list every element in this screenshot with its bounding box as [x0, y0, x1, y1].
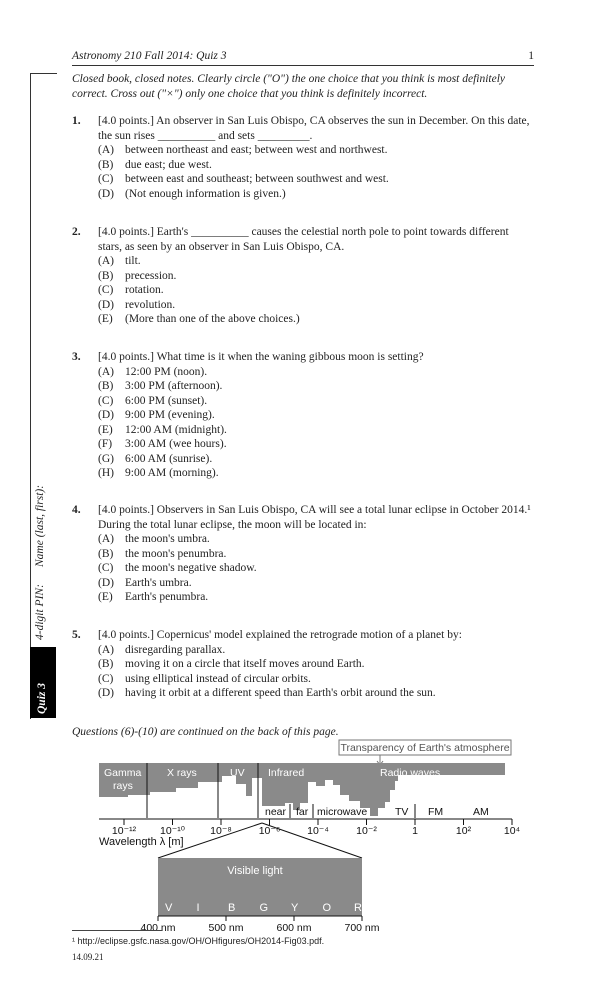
answer-option[interactable] [98, 312, 534, 327]
em-spectrum-figure [0, 738, 607, 933]
answer-option[interactable] [98, 394, 534, 409]
option-list [98, 643, 534, 701]
option-letter[interactable]: (E) [98, 591, 113, 603]
page-header [72, 50, 534, 62]
option-letter[interactable]: (D) [98, 687, 114, 699]
option-text: the moon's penumbra. [125, 547, 227, 560]
question-stem: [4.0 points.] Earth's __________ causes the celestial north pole to point towards different stars, as seen by an observer in San Luis Obispo, CA. [98, 226, 509, 253]
option-text: rotation. [125, 284, 164, 296]
answer-option[interactable] [98, 379, 534, 394]
option-text: disregarding parallax. [125, 643, 226, 656]
option-text: tilt. [125, 255, 141, 267]
color-letter: Y [291, 902, 299, 914]
option-text: 12:00 AM (midnight). [125, 423, 227, 436]
question-5 [72, 628, 534, 701]
option-text: precession. [125, 269, 177, 282]
option-list [98, 532, 534, 605]
option-letter[interactable]: (A) [98, 365, 114, 378]
tv-label: TV [395, 806, 409, 818]
option-letter[interactable]: (C) [98, 394, 114, 407]
tick-label: 10⁻⁴ [307, 825, 329, 837]
option-letter[interactable]: (B) [98, 158, 114, 171]
option-text: (More than one of the above choices.) [125, 313, 300, 325]
axis-label: Wavelength λ [m] [99, 836, 184, 848]
option-text: between northeast and east; between west and northwest. [125, 144, 388, 156]
answer-option[interactable] [98, 532, 534, 547]
quiz-label: Quiz 3 [36, 683, 48, 714]
option-text: the moon's negative shadow. [125, 562, 257, 574]
option-text: Earth's penumbra. [125, 591, 209, 603]
color-letter: R [354, 902, 362, 914]
question-number: 2. [72, 226, 81, 238]
option-text: 9:00 PM (evening). [125, 409, 215, 421]
answer-option[interactable] [98, 561, 534, 576]
option-letter[interactable]: (B) [98, 547, 114, 560]
answer-option[interactable] [98, 437, 534, 452]
name-label[interactable]: Name (last, first): [34, 484, 46, 567]
infrared-label: Infrared [268, 767, 305, 779]
instructions: Closed book, closed notes. Clearly circle ("O") the one choice that you think is most definitely correct. Cross out ("×") only one choice that you think is definitely incorrect. [72, 73, 506, 100]
tick-label: 10⁴ [503, 825, 521, 837]
course-title: Astronomy 210 Fall 2014: Quiz 3 [72, 50, 227, 62]
am-label: AM [473, 806, 489, 818]
option-text: 3:00 AM (wee hours). [125, 438, 227, 450]
nm-label: 500 nm [208, 922, 244, 933]
option-text: 6:00 PM (sunset). [125, 394, 208, 407]
option-text: revolution. [125, 298, 176, 311]
option-list [98, 143, 534, 201]
option-letter[interactable]: (C) [98, 672, 114, 685]
color-letter: O [322, 902, 332, 914]
answer-option[interactable] [98, 466, 534, 481]
question-stem: [4.0 points.] An observer in San Luis Obispo, CA observes the sun in December. On this date, the sun rises __________ and sets _________. [98, 115, 530, 142]
answer-option[interactable] [98, 365, 534, 380]
question-stem: [4.0 points.] Observers in San Luis Obispo, CA will see a total lunar eclipse in October 2014.¹ During the total lunar eclipse, the moon will be located in: [98, 504, 531, 531]
option-letter[interactable]: (B) [98, 269, 114, 282]
transparency-label: Transparency of Earth's atmosphere [340, 742, 510, 754]
option-list [98, 254, 534, 327]
answer-option[interactable] [98, 643, 534, 658]
option-text: having it orbit at a different speed than Earth's orbit around the sun. [125, 687, 436, 699]
date-stamp: 14.09.21 [72, 952, 104, 962]
gamma-label-2: rays [113, 780, 133, 792]
near-ir-label: near [265, 806, 287, 818]
nm-label: 400 nm [140, 922, 176, 933]
answer-option[interactable] [98, 547, 534, 562]
color-letter: G [259, 902, 269, 914]
option-letter[interactable]: (C) [98, 284, 114, 296]
answer-option[interactable] [98, 408, 534, 423]
tick-label: 1 [412, 825, 418, 837]
color-letter: B [228, 902, 236, 914]
answer-option[interactable] [98, 423, 534, 438]
answer-option[interactable] [98, 576, 534, 591]
answer-option[interactable] [98, 254, 534, 269]
tick-label: 10² [455, 825, 472, 837]
nm-label: 600 nm [276, 922, 312, 933]
pin-label[interactable]: 4-digit PIN: [34, 584, 46, 640]
option-text: 3:00 PM (afternoon). [125, 380, 223, 392]
option-letter[interactable]: (F) [98, 438, 113, 450]
answer-option[interactable] [98, 657, 534, 672]
option-letter[interactable]: (B) [98, 658, 114, 670]
gamma-label: Gamma [104, 767, 142, 779]
option-letter[interactable]: (B) [98, 380, 114, 392]
option-letter[interactable]: (A) [98, 255, 114, 267]
option-text: due east; due west. [125, 158, 212, 171]
option-letter[interactable]: (G) [98, 452, 114, 465]
question-number: 3. [72, 351, 81, 363]
answer-option[interactable] [98, 143, 534, 158]
continued-note: Questions (6)-(10) are continued on the back of this page. [72, 726, 339, 738]
page-number: 1 [528, 50, 534, 62]
question-1 [72, 114, 534, 201]
answer-option[interactable] [98, 269, 534, 284]
option-letter[interactable]: (H) [98, 467, 114, 479]
visible-label: Visible light [227, 865, 283, 877]
question-3 [72, 350, 534, 481]
option-letter[interactable]: (A) [98, 144, 114, 156]
xray-label: X rays [167, 767, 197, 779]
answer-option[interactable] [98, 158, 534, 173]
far-ir-label: far [296, 806, 309, 818]
option-text: 12:00 PM (noon). [125, 365, 208, 378]
tick-label: 10⁻¹⁰ [160, 825, 185, 837]
option-letter[interactable]: (D) [98, 298, 114, 311]
option-list [98, 365, 534, 481]
option-letter[interactable]: (E) [98, 313, 113, 325]
tick-label: 10⁻⁸ [210, 825, 232, 837]
fm-label: FM [428, 806, 444, 818]
answer-option[interactable] [98, 590, 534, 605]
uv-label: UV [230, 767, 245, 779]
answer-option[interactable] [98, 452, 534, 467]
option-text: moving it on a circle that itself moves around Earth. [125, 658, 365, 670]
color-letter: V [165, 902, 173, 914]
nm-label: 700 nm [344, 922, 380, 933]
footnote: ¹ http://eclipse.gsfc.nasa.gov/OH/OHfigures/OH2014-Fig03.pdf. [72, 936, 325, 946]
header-rule [72, 65, 534, 66]
option-letter[interactable]: (A) [98, 533, 114, 545]
answer-option[interactable] [98, 298, 534, 313]
tick-label: 10⁻¹² [111, 825, 137, 837]
answer-option[interactable] [98, 672, 534, 687]
question-stem: [4.0 points.] Copernicus' model explained the retrograde motion of a planet by: [98, 629, 462, 641]
question-2 [72, 225, 534, 327]
answer-option[interactable] [98, 283, 534, 298]
footnote-rule [72, 930, 162, 931]
tick-label: 10⁻² [356, 825, 377, 837]
option-letter[interactable]: (D) [98, 187, 114, 200]
microwave-label: microwave [317, 806, 368, 818]
question-4 [72, 503, 534, 605]
option-text: 6:00 AM (sunrise). [125, 452, 213, 465]
color-letter: I [196, 902, 200, 914]
option-letter[interactable]: (C) [98, 562, 114, 574]
option-letter[interactable]: (C) [98, 173, 114, 185]
question-number: 1. [72, 115, 81, 127]
answer-option[interactable] [98, 686, 534, 701]
option-text: Earth's umbra. [125, 576, 192, 589]
option-letter[interactable]: (D) [98, 409, 114, 421]
option-text: between east and southeast; between southwest and west. [125, 173, 389, 185]
tick-label: 10⁻⁶ [258, 825, 281, 837]
option-text: (Not enough information is given.) [125, 187, 286, 200]
option-text: 9:00 AM (morning). [125, 467, 219, 479]
radio-label: Radio waves [380, 767, 441, 779]
option-letter[interactable]: (D) [98, 576, 114, 589]
question-number: 4. [72, 504, 81, 516]
question-stem: [4.0 points.] What time is it when the waning gibbous moon is setting? [98, 351, 424, 363]
option-text: using elliptical instead of circular orbits. [125, 672, 311, 685]
question-number: 5. [72, 629, 81, 641]
answer-option[interactable] [98, 172, 534, 187]
option-text: the moon's umbra. [125, 533, 210, 545]
answer-option[interactable] [98, 187, 534, 202]
option-letter[interactable]: (E) [98, 423, 113, 436]
option-letter[interactable]: (A) [98, 643, 114, 656]
